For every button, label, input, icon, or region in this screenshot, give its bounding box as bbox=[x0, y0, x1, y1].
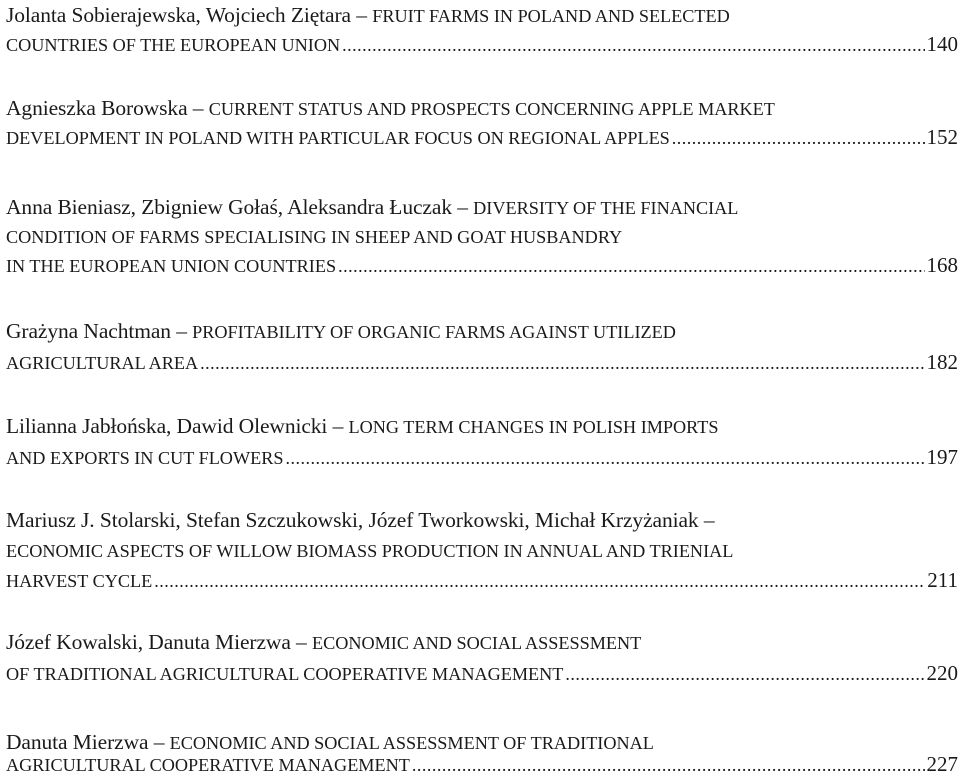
toc-entry-authors: Grażyna Nachtman – bbox=[6, 319, 193, 343]
toc-entry-first-line bbox=[6, 627, 958, 657]
toc-entry-first-line bbox=[6, 192, 958, 222]
toc-entry-title: ECONOMIC AND SOCIAL ASSESSMENT bbox=[311, 633, 642, 653]
toc-entry-title: CURRENT STATUS AND PROSPECTS CONCERNING APPLE MARKET bbox=[208, 99, 775, 119]
toc-entry-title-end: DEVELOPMENT IN POLAND WITH PARTICULAR FOCUS ON REGIONAL APPLES bbox=[6, 128, 670, 148]
toc-entry-authors: Danuta Mierzwa – bbox=[6, 730, 170, 754]
toc-entry-authors: Mariusz J. Stolarski, Stefan Szczukowski, Józef Tworkowski, Michał Krzyżaniak – bbox=[6, 508, 715, 532]
toc-entry-title: DIVERSITY OF THE FINANCIAL bbox=[473, 198, 739, 218]
toc-entry-page-number: 152 bbox=[926, 125, 958, 149]
toc-entry-title-end: HARVEST CYCLE bbox=[6, 571, 153, 591]
toc-entry-first-line bbox=[6, 505, 958, 535]
toc-entry-middle-line bbox=[6, 221, 958, 251]
toc-entry-last-line[interactable] bbox=[6, 29, 958, 59]
dot-leader bbox=[565, 659, 924, 689]
toc-entry-title-end: IN THE EUROPEAN UNION COUNTRIES bbox=[6, 256, 337, 276]
toc-entry-last-line[interactable] bbox=[6, 751, 958, 777]
dot-leader bbox=[342, 30, 924, 60]
toc-entry-last-line[interactable] bbox=[6, 250, 958, 280]
toc-entry-first-line bbox=[6, 316, 958, 346]
toc-entry-title: FRUIT FARMS IN POLAND AND SELECTED bbox=[372, 6, 730, 26]
dot-leader bbox=[200, 348, 924, 378]
toc-entry-title-end: AND EXPORTS IN CUT FLOWERS bbox=[6, 448, 284, 468]
toc-entry-first-line bbox=[6, 93, 958, 123]
dot-leader bbox=[154, 566, 925, 596]
toc-entry-title-end: AGRICULTURAL COOPERATIVE MANAGEMENT bbox=[6, 755, 410, 775]
dot-leader bbox=[672, 123, 925, 153]
toc-entry-first-line bbox=[6, 411, 958, 441]
toc-entry-last-line[interactable] bbox=[6, 122, 958, 152]
toc-entry-page-number: 211 bbox=[927, 568, 958, 592]
toc-entry-page-number: 182 bbox=[926, 350, 958, 374]
toc-entry-page-number: 227 bbox=[926, 752, 958, 776]
toc-entry-page-number: 220 bbox=[926, 661, 958, 685]
toc-entry-last-line[interactable] bbox=[6, 442, 958, 472]
dot-leader bbox=[285, 443, 924, 473]
toc-entry-page-number: 168 bbox=[926, 253, 958, 277]
toc-entry-title: PROFITABILITY OF ORGANIC FARMS AGAINST UTILIZED bbox=[192, 322, 676, 342]
toc-entry-page-number: 140 bbox=[926, 32, 958, 56]
dot-leader bbox=[338, 251, 924, 281]
toc-entry-last-line[interactable] bbox=[6, 347, 958, 377]
toc-entry-middle-line bbox=[6, 535, 958, 565]
toc-entry-first-line bbox=[6, 0, 958, 30]
toc-entry-title-end: AGRICULTURAL AREA bbox=[6, 353, 199, 373]
toc-entry-title-end: OF TRADITIONAL AGRICULTURAL COOPERATIVE MANAGEMENT bbox=[6, 664, 564, 684]
toc-entry-last-line[interactable] bbox=[6, 658, 958, 688]
toc-entry-authors: Agnieszka Borowska – bbox=[6, 96, 209, 120]
toc-entry-title-end: COUNTRIES OF THE EUROPEAN UNION bbox=[6, 35, 341, 55]
toc-entry-title: ECONOMIC ASPECTS OF WILLOW BIOMASS PRODUCTION IN ANNUAL AND TRIENIAL bbox=[6, 541, 734, 561]
toc-entry-authors: Jolanta Sobierajewska, Wojciech Ziętara – bbox=[6, 3, 373, 27]
toc-entry-authors: Lilianna Jabłońska, Dawid Olewnicki – bbox=[6, 414, 349, 438]
toc-entry-title: ECONOMIC AND SOCIAL ASSESSMENT OF TRADITIONAL bbox=[169, 733, 654, 753]
toc-entry-page-number: 197 bbox=[926, 445, 958, 469]
toc-entry-title: LONG TERM CHANGES IN POLISH IMPORTS bbox=[348, 417, 719, 437]
toc-entry-authors: Anna Bieniasz, Zbigniew Gołaś, Aleksandra Łuczak – bbox=[6, 195, 474, 219]
toc-entry-title-continued: CONDITION OF FARMS SPECIALISING IN SHEEP AND GOAT HUSBANDRY bbox=[6, 227, 623, 247]
toc-entry-last-line[interactable] bbox=[6, 565, 958, 595]
toc-entry-authors: Józef Kowalski, Danuta Mierzwa – bbox=[6, 630, 312, 654]
dot-leader bbox=[412, 752, 925, 778]
